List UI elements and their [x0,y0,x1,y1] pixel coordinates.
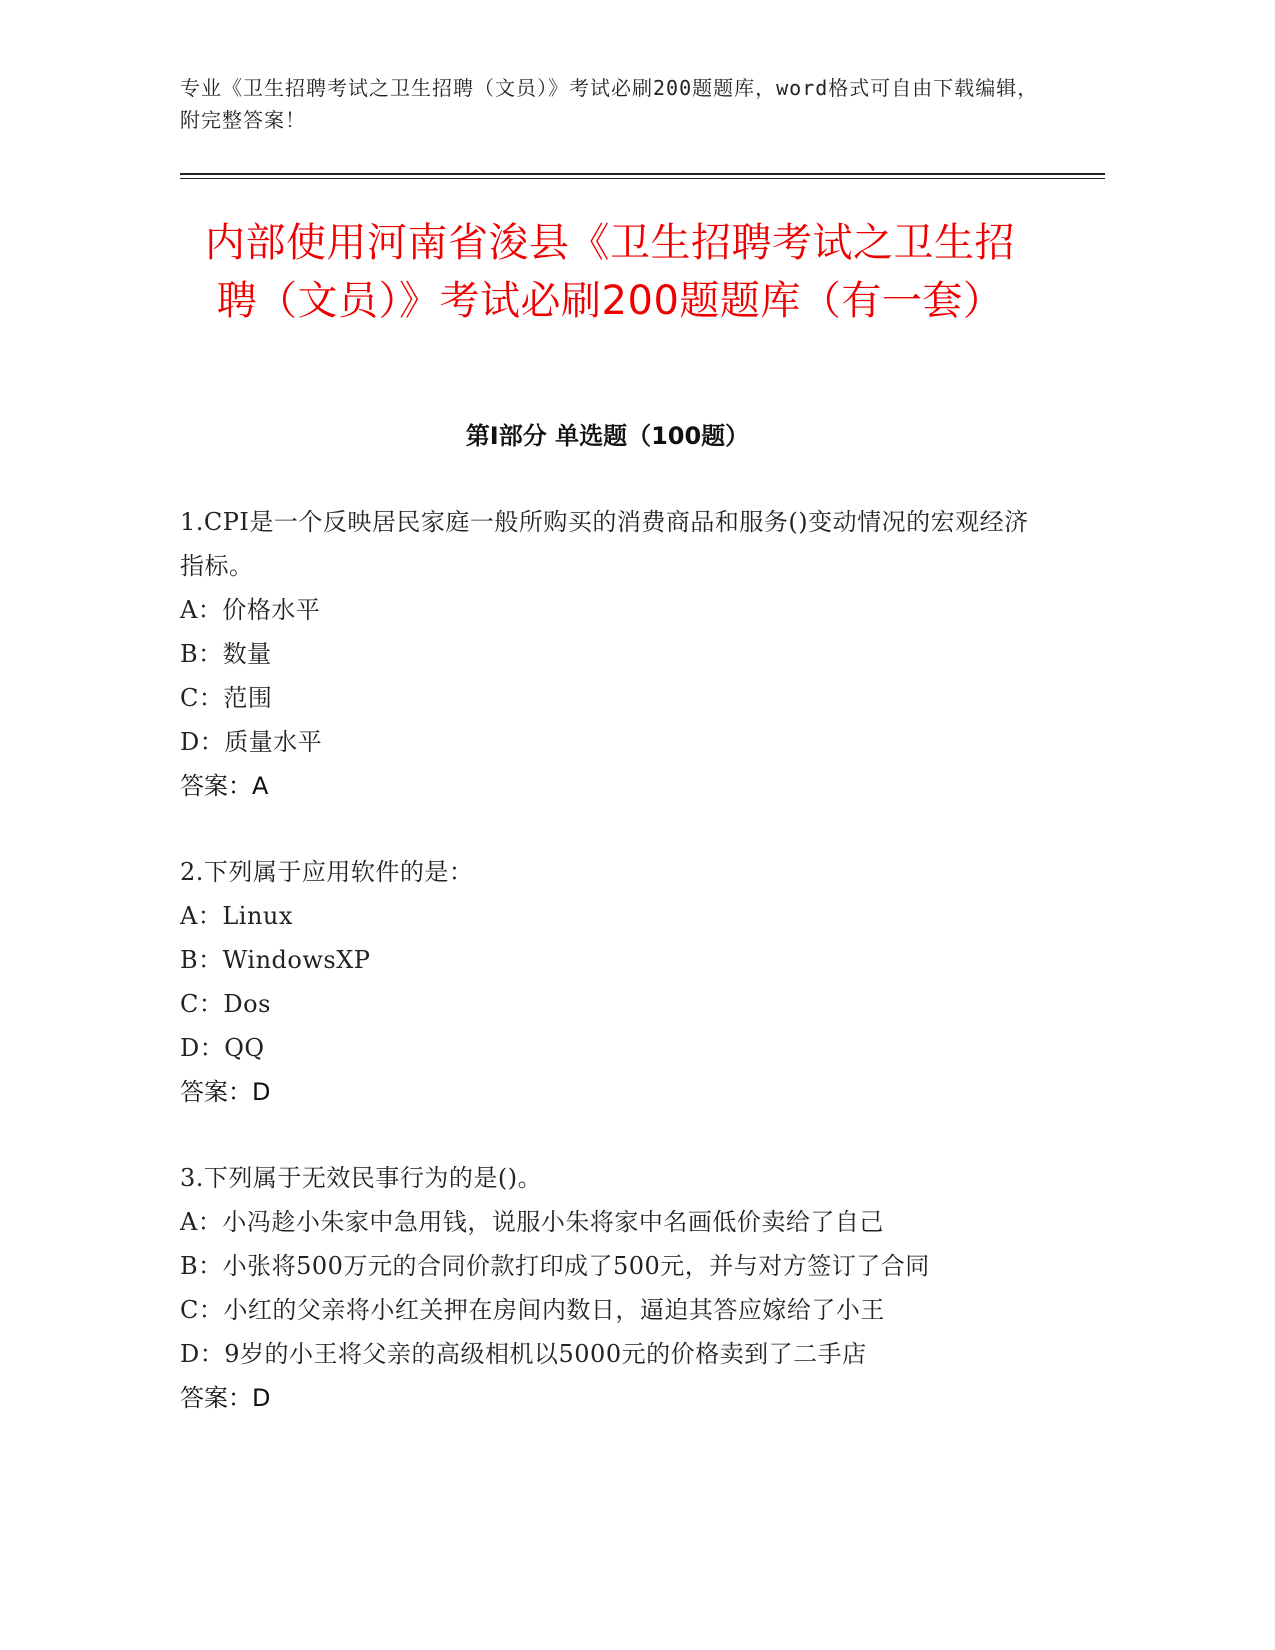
option-c [180,676,1050,720]
question-2 [180,850,1050,1114]
option-letter: A： [180,902,223,930]
option-text: Dos [223,990,271,1018]
option-text: QQ [224,1034,265,1062]
option-text: 数量 [222,640,272,668]
option-b [180,632,1050,676]
question-1 [180,500,1050,808]
option-text: 价格水平 [222,596,321,624]
option-a [180,1200,1050,1244]
option-text: 质量水平 [224,728,323,756]
option-letter: B： [180,1252,223,1280]
option-letter: D： [180,1340,225,1368]
option-letter: B： [180,640,223,668]
option-letter: D： [180,728,225,756]
option-d [180,720,1050,764]
question-stem: 3.下列属于无效民事行为的是()。 [180,1164,543,1192]
option-b [180,938,1050,982]
header-divider-thin [180,178,1105,179]
answer-line: 答案：D [180,1384,271,1412]
document-title: 内部使用河南省浚县《卫生招聘考试之卫生招聘（文员）》考试必刷200题题库（有一套） [205,220,1015,324]
header-note: 专业《卫生招聘考试之卫生招聘（文员）》考试必刷200题题库，word格式可自由下载编辑，附完整答案！ [180,76,1039,132]
section-title: 第I部分 单选题（100题） [465,422,750,450]
question-3 [180,1156,1050,1420]
option-text: 范围 [223,684,273,712]
option-text: 小张将500万元的合同价款打印成了500元，并与对方签订了合同 [222,1252,930,1280]
option-letter: C： [180,1296,224,1324]
option-text: 9岁的小王将父亲的高级相机以5000元的价格卖到了二手店 [224,1340,867,1368]
option-text: 小红的父亲将小红关押在房间内数日，逼迫其答应嫁给了小王 [223,1296,885,1324]
question-stem: 1.CPI是一个反映居民家庭一般所购买的消费商品和服务()变动情况的宏观经济指标。 [180,508,1029,580]
option-letter: C： [180,990,224,1018]
option-text: 小冯趁小朱家中急用钱，说服小朱将家中名画低价卖给了自己 [222,1208,884,1236]
option-letter: D： [180,1034,225,1062]
option-a [180,588,1050,632]
option-a [180,894,1050,938]
question-stem: 2.下列属于应用软件的是： [180,858,474,886]
option-letter: A： [180,596,223,624]
question-list [180,500,1050,1462]
option-letter: B： [180,946,223,974]
option-d [180,1026,1050,1070]
option-text: WindowsXP [222,946,371,974]
option-text: Linux [222,902,293,930]
option-letter: A： [180,1208,223,1236]
answer-line: 答案：A [180,772,269,800]
option-d [180,1332,1050,1376]
option-c [180,982,1050,1026]
answer-line: 答案：D [180,1078,271,1106]
option-c [180,1288,1050,1332]
header-divider-thick [180,173,1105,175]
option-letter: C： [180,684,224,712]
option-b [180,1244,1050,1288]
